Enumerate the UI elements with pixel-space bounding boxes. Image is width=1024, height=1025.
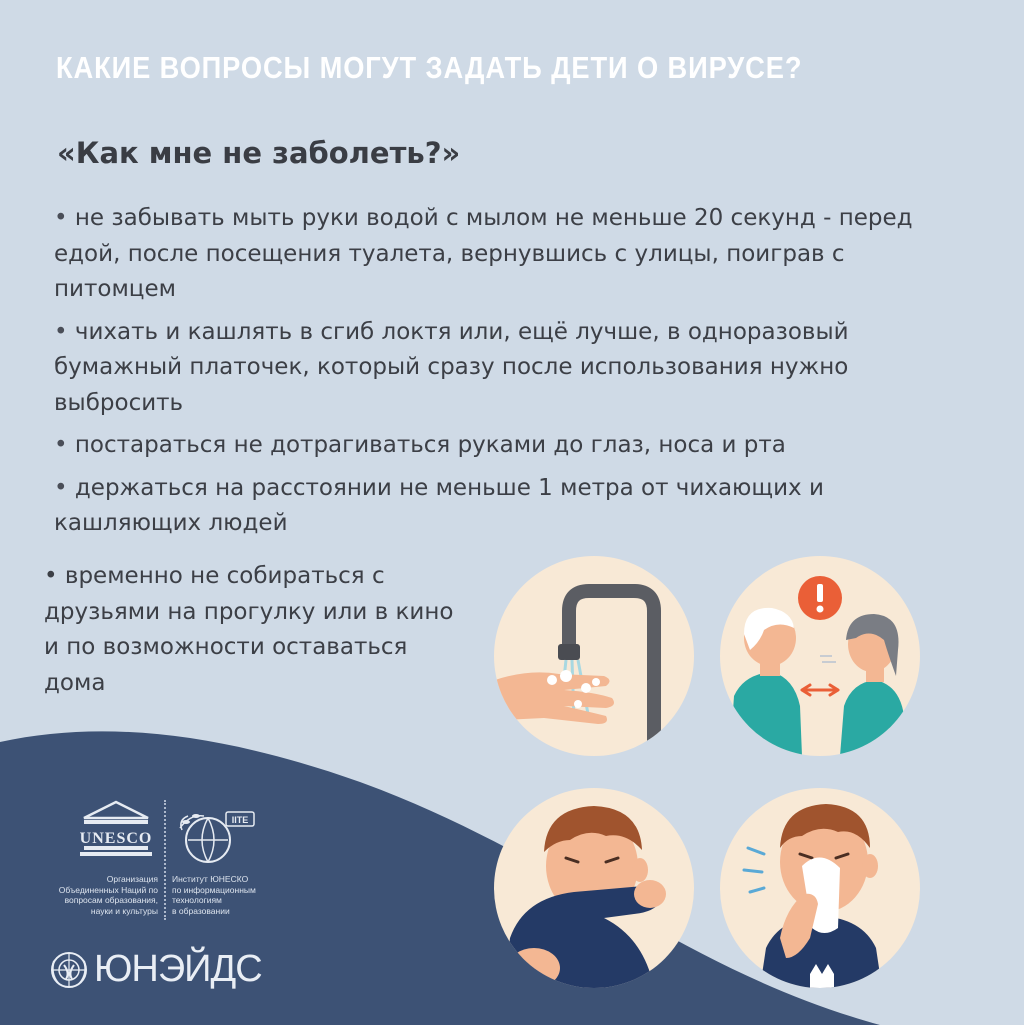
unaids-wordmark: ЮНЭЙДС	[94, 948, 262, 990]
iite-globe-icon	[174, 808, 258, 868]
tip-item-handwashing: • не забывать мыть руки водой с мылом не меньше 20 секунд - перед едой, после посещения туалета, вернувшись с улицы, поиграв с питомцем	[54, 201, 954, 308]
tip-item-keep-distance: • держаться на расстоянии не меньше 1 метра от чихающих и кашляющих людей	[54, 471, 954, 542]
page-title: КАКИЕ ВОПРОСЫ МОГУТ ЗАДАТЬ ДЕТИ О ВИРУСЕ?	[56, 50, 803, 85]
iite-caption: Институт ЮНЕСКО по информационным технологиям в образовании	[172, 874, 256, 916]
sneeze-into-tissue-illustration	[720, 788, 920, 988]
unaids-logo	[48, 948, 262, 991]
tips-list	[54, 201, 954, 549]
logo-divider	[164, 800, 166, 920]
un-emblem-icon	[48, 949, 90, 991]
tip-item-stay-home: • временно не собираться с друзьями на прогулку или в кино и по возможности оставаться дома	[44, 559, 464, 701]
tip-item-no-face-touch: • постараться не дотрагиваться руками до глаз, носа и рта	[54, 428, 954, 464]
svg-text:UNESCO: UNESCO	[80, 830, 152, 847]
social-distance-illustration	[720, 556, 920, 756]
question-heading: «Как мне не заболеть?»	[57, 136, 461, 170]
unesco-caption: Организация Объединенных Наций по вопросам образования, науки и культуры	[58, 874, 158, 916]
unesco-temple-icon	[80, 800, 152, 864]
cough-into-elbow-illustration	[494, 788, 694, 988]
hand-washing-illustration	[494, 556, 694, 756]
svg-text:IITE: IITE	[231, 815, 249, 825]
tip-item-sneeze-elbow: • чихать и кашлять в сгиб локтя или, ещё лучше, в одноразовый бумажный платочек, который сразу после использования нужно выбросить	[54, 315, 954, 422]
